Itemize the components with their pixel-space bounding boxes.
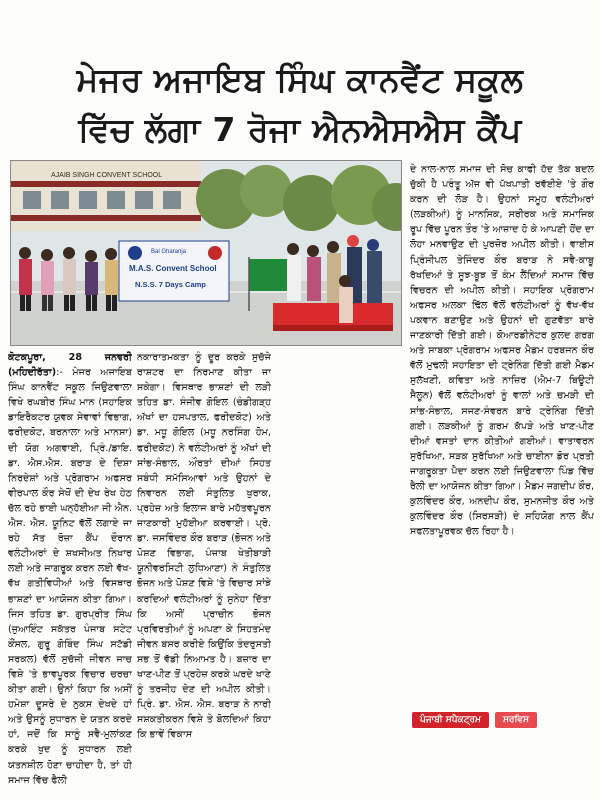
article-text-1: :- ਮੇਜਰ ਅਜਾਇਬ ਸਿੰਘ ਕਾਨਵੈਂਟ ਸਕੂਲ ਜਿਉਣਵਾਲਾ ਵਿਖੇ ਰਘਬੀਰ ਸਿੰਘ ਮਾਨ (ਸਹਾਇਕ ਡਾਇਰੈਕਟਰ ਯੁਵਕ ਸੇਵਾਵਾਂ ਵਿਭਾਗ, ਫਰੀਦਕੋਟ, ਬਰਨਾਲਾ ਅਤੇ ਮਾਨਸਾ) ਦੀ ਯੋਗ ਅਗਵਾਈ, ਪ੍ਰਿੰ./ਡਾਇ. ਡਾ. ਐਸ.ਐਸ. ਬਰਾੜ ਦੇ ਦਿਸ਼ਾ ਨਿਰਦੇਸ਼ਾਂ ਅਤੇ ਪ੍ਰੋਗਰਾਮ ਅਫਸਰ ਵੀਰਪਾਲ ਕੌਰ ਸੇਖੋਂ ਦੀ ਦੇਖ ਰੇਖ ਹੇਠ ਚੱਲ ਰਹੇ ਭਾਈ ਘਨ੍ਹੱਈਆ ਜੀ ਐਨ. ਐਸ. ਐਸ. ਯੂਨਿਟ ਵੱਲੋਂ ਲਗਾਏ ਜਾ ਰਹੇ ਸੱਤ ਰੋਜ਼ਾ ਕੈਂਪ ਦੌਰਾਨ ਵਲੰਟੀਅਰਾਂ ਦੇ ਸ਼ਖਸੀਅਤ ਨਿਖਾਰ ਲਈ ਅਤੇ ਜਾਗਰੂਕ ਕਰਨ ਲਈ ਵੱਖ-ਵੱਖ ਗਤੀਵਿਧੀਆਂ ਅਤੇ ਵਿਸਥਾਰ ਭਾਸ਼ਣਾਂ ਦਾ ਆਯੋਜਨ ਕੀਤਾ ਗਿਆ। ਜਿਸ ਤਹਿਤ ਡਾ. ਗੁਰਪ੍ਰੀਤ ਸਿੰਘ (ਜੁਆਇੰਟ ਸਕੱਤਰ ਪੰਜਾਬ ਸਟੇਟ ਕੌਂਸਲ, ਗੁਰੂ ਗੋਬਿੰਦ ਸਿੰਘ ਸਟੱਡੀ ਸਰਕਲ) ਵੱਲੋਂ ਸੁਚੱਜੀ ਜੀਵਨ ਜਾਚ ਵਿਸ਼ੇ 'ਤੇ ਭਾਵਪੂਰਕ ਵਿਚਾਰ ਚਰਚਾ ਕੀਤਾ ਗਈ। ਉਨਾਂ ਕਿਹਾ ਕਿ ਅਸੀਂ ਹਮੇਸ਼ਾ ਦੂਸਰੇ ਦੇ ਨੁਕਸ ਦੇਖਦੇ ਹਾਂ ਅਤੇ ਉਸਨੂੰ ਸੁਧਾਰਨ ਦੇ ਯਤਨ ਕਰਦੇ ਹਾਂ, ਜਦੋਂ ਕਿ ਸਾਨੂੰ ਸਵੈ-ਮੁਲਾਂਕਣ ਕਰਕੇ ਖੁਦ ਨੂੰ ਸੁਧਾਰਨ ਲਈ ਯਤਨਸ਼ੀਲ ਹੋਣਾ ਚਾਹੀਦਾ ਹੈ, ਤਾਂ ਹੀ ਸਮਾਜ ਵਿੱਚ ਫੈਲੀ: [8, 367, 132, 786]
banner-line-3: N.S.S. 7 Days Camp: [135, 280, 206, 289]
photo-illustration: [11, 161, 402, 346]
article-column-1: [8, 350, 132, 790]
footer-tags: [412, 712, 537, 728]
news-photo: [10, 160, 402, 346]
banner-line-2: M.A.S. Convent School: [129, 264, 217, 273]
source-tag: ਪੰਜਾਬੀ ਸਪੈਕਟ੍ਰਮ: [412, 712, 489, 728]
article-column-3: [410, 162, 594, 712]
article-text-3: ਦੇ ਨਾਲ-ਨਾਲ ਸਮਾਜ ਦੀ ਸੋਚ ਕਾਫੀ ਹੱਦ ਤੱਕ ਬਦਲ ਚੁੱਕੀ ਹੈ ਪਰੰਤੂ ਅੱਜ ਵੀ ਪੱਖਪਾਤੀ ਰਵੱਈਏ 'ਤੇ ਗੌਰ ਕਰਨ ਦੀ ਲੋੜ ਹੈ। ਉਹਨਾਂ ਸਮੂਹ ਵਲੰਟੀਅਰਾਂ (ਲੜਕੀਆਂ) ਨੂੰ ਮਾਨਸਿਕ, ਸਰੀਰਕ ਅਤੇ ਸਮਾਜਿਕ ਰੂਪ ਵਿੱਚ ਪੂਰਨ ਤੌਰ 'ਤੇ ਆਜ਼ਾਦ ਹੋ ਕੇ ਆਪਣੀ ਹੋਂਦ ਦਾ ਲੋਹਾ ਮਨਵਾਉਣ ਦੀ ਪੁਰਜ਼ੋਰ ਅਪੀਲ ਕੀਤੀ। ਵਾਈਸ ਪ੍ਰਿੰਸੀਪਲ ਤੇਜਿੰਦਰ ਕੌਰ ਬਰਾੜ ਨੇ ਸਵੈ-ਕਾਬੂ ਰੱਖਦਿਆਂ ਤੇ ਸੂਝ-ਬੂਝ ਤੋਂ ਕੰਮ ਲੈਂਦਿਆਂ ਸਮਾਜ ਵਿੱਚ ਵਿਚਰਨ ਦੀ ਅਪੀਲ ਕੀਤੀ। ਸਹਾਇਕ ਪ੍ਰੋਗਰਾਮ ਅਫਸਰ ਅਲਕਾ ਢਿੱਲ ਵੱਲੋਂ ਵਲੰਟੀਅਰਾਂ ਨੂੰ ਵੱਖ-ਵੱਖ ਪਕਵਾਨ ਬਣਾਉਣ ਅਤੇ ਉਹਨਾਂ ਦੀ ਗੁਣਵੱਤਾ ਬਾਰੇ ਜਾਣਕਾਰੀ ਦਿੱਤੀ ਗਈ। ਕੋਆਰਡੀਨੇਟਰ ਕੁਲਦ ਗਰਗ ਅਤੇ ਸਾਬਕਾ ਪ੍ਰੋਗਰਾਮ ਅਫਸਰ ਮੈਡਮ ਹਰਬਜਨ ਕੌਰ ਵੱਲੋਂ ਮੁਢਲੀ ਸਹਾਇਤਾ ਦੀ ਟ੍ਰੇਨਿੰਗ ਦਿੱਤੀ ਗਈ ਮੈਡਮ ਸੁਲੱਖਣੀ, ਕਵਿਤਾ ਅਤੇ ਨਾਜ਼ਿਰ (ਐਮ-7 ਬਿਊਟੀ ਸੈਲੂਨ) ਵੱਲੋਂ ਵਲੰਟੀਅਰਾਂ ਨੂੰ ਵਾਲਾਂ ਅਤੇ ਚਮੜੀ ਦੀ ਸਾਂਭ-ਸੰਭਾਲ, ਸਜਣ-ਸੰਵਰਨ ਬਾਰੇ ਟ੍ਰੇਨਿੰਗ ਦਿੱਤੀ ਗਈ। ਲੜਕੀਆਂ ਨੂੰ ਗਰਮ ਕੱਪੜੇ ਅਤੇ ਖਾਣ-ਪੀਣ ਦੀਆਂ ਵਸਤਾਂ ਦਾਨ ਕੀਤੀਆਂ ਗਈਆਂ। ਵਾਤਾਵਰਨ ਸੁਰੱਖਿਆ, ਸੜਕ ਸੁਰੱਖਿਆ ਅਤੇ ਚਾਈਨਾ ਡੋਰ ਪ੍ਰਤੀ ਜਾਗਰੂਕਤਾ ਪੈਦਾ ਕਰਨ ਲਈ ਜਿਉਣਵਾਲਾ ਪਿੰਡ ਵਿੱਚ ਰੈਲੀ ਦਾ ਆਯੋਜਨ ਕੀਤਾ ਗਿਆ। ਮੈਡਮ ਜਗਦੀਪ ਕੌਰ, ਕੁਲਵਿੰਦਰ ਕੌਰ, ਅਨਦੀਪ ਕੌਰ, ਸੁਮਨਜੀਤ ਕੌਰ ਅਤੇ ਕੁਲਵਿੰਦਰ ਕੌਰ (ਸਿਰਸੜੀ) ਦੇ ਸਹਿਯੋਗ ਨਾਲ ਕੈਂਪ ਸਫਲਤਾਪੂਰਵਕ ਚੱਲ ਰਿਹਾ ਹੈ।: [410, 164, 594, 538]
banner-line-1: Bal Gharanja: [151, 249, 187, 255]
article-column-2: [137, 350, 271, 790]
article-text-2: ਨਕਾਰਾਤਮਕਤਾ ਨੂੰ ਦੂਰ ਕਰਕੇ ਸੁਚੱਜੇ ਰਾਸ਼ਟਰ ਦਾ ਨਿਰਮਾਣ ਕੀਤਾ ਜਾ ਸਕੇਗਾ। ਵਿਸਥਾਰ ਭਾਸ਼ਣਾਂ ਦੀ ਲੜੀ ਤਹਿਤ ਡਾ. ਸੰਜੀਵ ਗੋਇਲ (ਚੰਡੀਗੜ੍ਹ ਅੱਖਾਂ ਦਾ ਹਸਪਤਾਲ, ਫਰੀਦਕੋਟ) ਅਤੇ ਡਾ. ਮਧੂ ਗੋਇਲ (ਮਧੂ ਨਰਸਿੰਗ ਹੋਮ, ਫਰੀਦਕੋਟ) ਨੇ ਵਲੰਟੀਅਰਾਂ ਨੂੰ ਅੱਖਾਂ ਦੀ ਸਾਂਭ-ਸੰਭਾਲ, ਔਰਤਾਂ ਦੀਆਂ ਸਿਹਤ ਸਬੰਧੀ ਸਮੱਸਿਆਵਾਂ ਅਤੇ ਉਹਨਾਂ ਦੇ ਨਿਵਾਰਨ ਲਈ ਸੰਤੁਲਿਤ ਖੁਰਾਕ, ਪ੍ਰਹੇਜ਼ ਅਤੇ ਇਲਾਜ ਬਾਰੇ ਮਹੱਤਵਪੂਰਨ ਜਾਣਕਾਰੀ ਮੁਹੱਈਆ ਕਰਵਾਈ। ਪ੍ਰੋ. ਡਾ. ਜਸਵਿੰਦਰ ਕੌਰ ਬਰਾੜ (ਭੋਜਨ ਅਤੇ ਪੋਸ਼ਣ ਵਿਭਾਗ, ਪੰਜਾਬ ਖੇਤੀਬਾੜੀ ਯੂਨੀਵਰਸਿਟੀ ਲੁਧਿਆਣਾ) ਨੇ ਸੰਤੁਲਿਤ ਭੋਜਨ ਅਤੇ ਪੋਸ਼ਣ ਵਿਸ਼ੇ 'ਤੇ ਵਿਚਾਰ ਸਾਂਝੇ ਕਰਦਿਆਂ ਵਲੰਟੀਅਰਾਂ ਨੂੰ ਸੁਨੇਹਾ ਦਿੱਤਾ ਕਿ ਅਸੀਂ ਪ੍ਰਾਚੀਨ ਭੋਜਨ ਪ੍ਰਵਿਰਤੀਆਂ ਨੂੰ ਅਪਣਾ ਕੇ ਸਿਹਤਮੰਦ ਜੀਵਨ ਬਸਰ ਕਰੀਏ ਕਿਉਂਕਿ ਤੰਦਰੁਸਤੀ ਸਭ ਤੋਂ ਵੱਡੀ ਨਿਆਮਤ ਹੈ। ਬਜ਼ਾਰ ਦਾ ਖਾਣ-ਪੀਣ ਤੋਂ ਪ੍ਰਹੇਜ਼ ਕਰਕੇ ਘਰਦੇ ਖਾਣੇ ਨੂੰ ਤਰਜੀਹ ਦੇਣ ਦੀ ਅਪੀਲ ਕੀਤੀ। ਪ੍ਰਿੰ. ਡਾ. ਐਸ. ਐਸ. ਬਰਾੜ ਨੇ ਨਾਰੀ ਸਸ਼ਕਤੀਕਰਨ ਵਿਸ਼ੇ ਤੇ ਬੋਲਦਿਆਂ ਕਿਹਾ ਕਿ ਭਾਵੇਂ ਵਿਕਾਸ: [137, 352, 271, 741]
dateline: ਕੋਟਕਪੂਰਾ, 28 ਜਨਵਰੀ (ਮਹਿਦੀਰੱਤਾ): [8, 352, 132, 379]
service-tag: ਸਰਵਿਸ: [495, 712, 537, 728]
headline-line-2: ਵਿੱਚ ਲੱਗਾ 7 ਰੋਜਾ ਐਨਐਸਐਸ ਕੈਂਪ: [78, 110, 522, 149]
headline: [6, 50, 594, 160]
headline-line-1: ਮੇਜਰ ਅਜਾਇਬ ਸਿੰਘ ਕਾਨਵੈਂਟ ਸਕੂਲ: [76, 60, 524, 99]
building-sign-text: AJAIB SINGH CONVENT SCHOOL: [51, 172, 163, 179]
